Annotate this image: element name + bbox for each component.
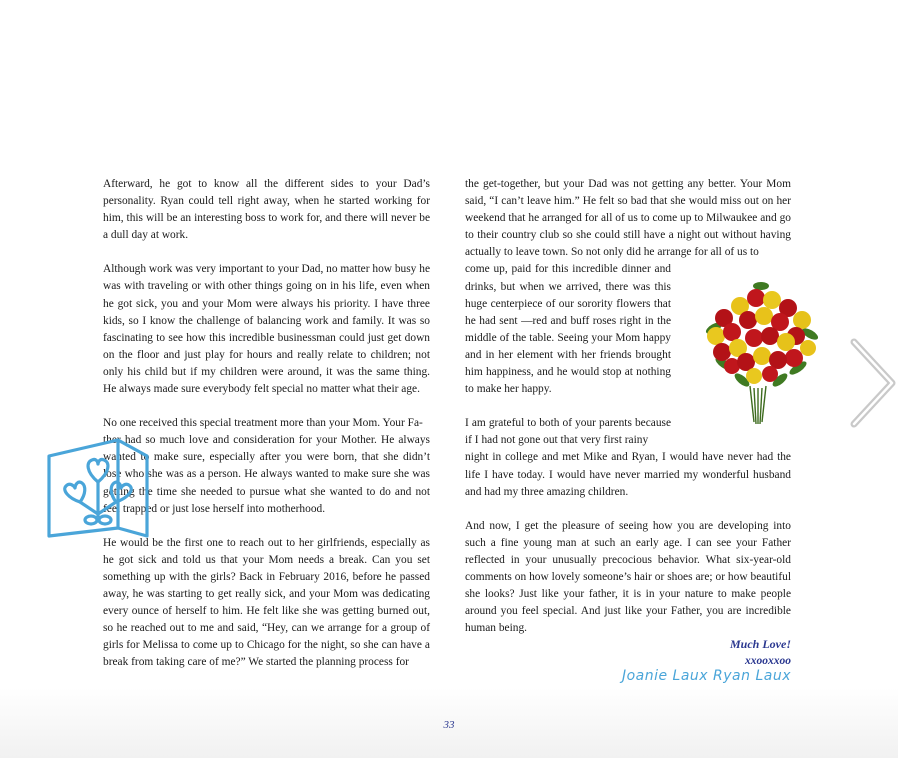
paragraph-narrow: come up, paid for this incredible dinner and drinks, but when we arrived, there was this huge centerpiece of our sorority flowers that he had sent —red and buff roses right in the middle of the table. Seeing your Mom happy and in her element with her friends brought him happiness, and he would stop at nothing to make her happy. bbox=[465, 263, 671, 396]
paragraph: night in college and met Mike and Ryan, I would have never had the life I have today. I would have never married my wonderful husband and had my three amazing children. bbox=[465, 451, 791, 498]
closing-love: Much Love! bbox=[730, 637, 791, 651]
rose-bouquet-image bbox=[694, 276, 828, 426]
paragraph-indented: ther had so much love and consideration for your Mother. He always wanted to make sure, especially after you were born, that she didn’t lose who she was as a person. He always wanted to make sure she was getting the time she needed to pursue what she wanted to do and not feel trapped or just lose herself into motherhood. bbox=[103, 434, 430, 515]
paragraph: Although work was very important to your Dad, no matter how busy he was with traveling or with other things going on in his life, even when he got sick, you and your Mom were always his priority. I have three kids, so I know the challenge of balancing work and family. It was so fascinating to see how this incredible businessman could just get down on the floor and just play for hours and really relate to children; not only his child but if my children were around, it was the same thing. He always made sure everybody felt special no matter what their age. bbox=[103, 263, 430, 396]
paragraph bbox=[103, 415, 430, 432]
chevron-right-icon[interactable] bbox=[848, 336, 898, 430]
closing-xo: xxooxxoo bbox=[745, 655, 791, 667]
paragraph: He would be the first one to reach out to her girlfriends, especially as he got sick and told us that your Mom needs a break. Can you set something up with the girls? Back in February 2016, before he passed away, he was starting to get really sick, and your Mom was dedicating every ounce of herself to him. He felt like she was getting burned out, so he reached out to me and said, “Hey, can we arrange for a group of girls for Melissa to come up to Chicago for the night, so she can have a break from taking care of me?” We started the planning process for bbox=[103, 536, 430, 669]
greeting-card-hearts-icon bbox=[46, 436, 150, 540]
paragraph: And now, I get the pleasure of seeing how you are developing into such a fine young man at such an early age. I can see your Father reflected in your unusually precocious behavior. What six-year-old comments on how lovely someone’s hair or shoes are; or how beautiful she looks? Just like your father, it is in your nature to make people around you feel special. And just like your Father, you are incredible human being. bbox=[465, 519, 791, 635]
paragraph-narrow: I am grateful to both of your parents because if I had not gone out that very first rainy bbox=[465, 417, 671, 447]
paragraph: Afterward, he got to know all the different sides to your Dad’s personality. Ryan could tell right away, when he started working for him, this will be an interesting boss to work for, and there will never be a dull day at work. bbox=[103, 178, 430, 242]
signature: Joanie Laux Ryan Laux bbox=[621, 668, 791, 684]
paragraph: the get-together, but your Dad was not getting any better. Your Mom said, “I can’t leave him.” He felt so bad that she would miss out on her weekend that he arranged for all of us to come up to Milwaukee and go to their country club so she could still have a night out without having actually to leave town. So not only did he arrange for all of us to bbox=[465, 178, 791, 259]
page-number: 33 bbox=[443, 719, 455, 731]
left-text-column bbox=[103, 176, 430, 688]
paragraph-lead: No one received this special treatment more than your Mom. Your Fa- bbox=[103, 417, 423, 430]
